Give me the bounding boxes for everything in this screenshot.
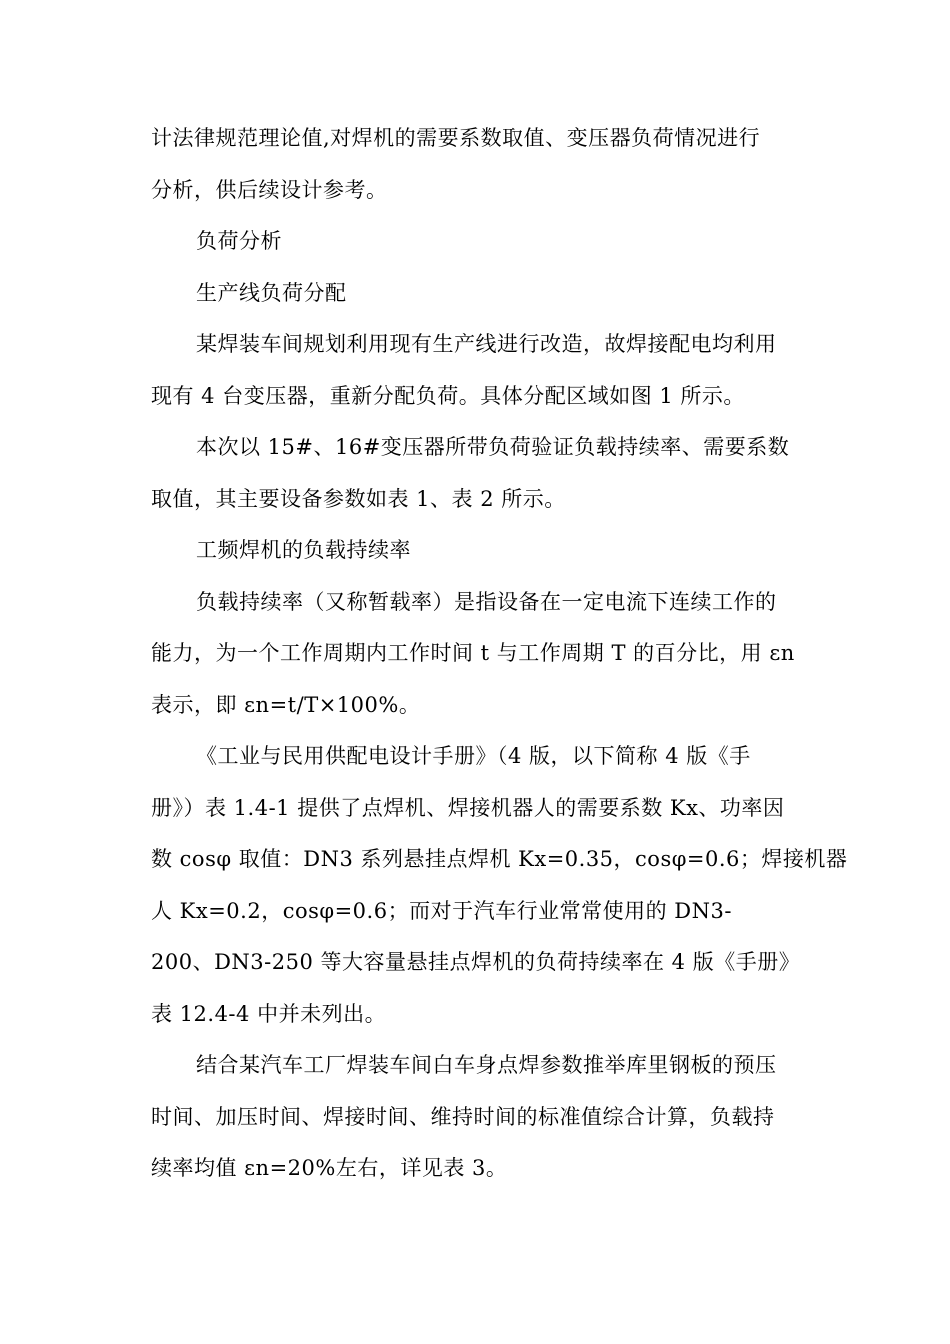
subsection-heading: 生产线负荷分配 [196, 281, 347, 305]
text-line: 结合某汽车工厂焊装车间白车身点焊参数推举库里钢板的预压 [196, 1053, 777, 1077]
text-line: 能力，为一个工作周期内工作时间 t 与工作周期 T 的百分比，用 εn [151, 641, 795, 665]
text-line: 《工业与民用供配电设计手册》（4 版，以下简称 4 版《手 [196, 744, 751, 768]
text-line: 数 cosφ 取值：DN3 系列悬挂点焊机 Kx=0.35，cosφ=0.6；焊接机器 [151, 847, 848, 871]
text-line: 分析，供后续设计参考。 [151, 178, 388, 202]
text-line: 200、DN3-250 等大容量悬挂点焊机的负荷持续率在 4 版《手册》 [151, 950, 801, 974]
text-line: 本次以 15#、16#变压器所带负荷验证负载持续率、需要系数 [196, 435, 790, 459]
text-line: 表 12.4-4 中并未列出。 [151, 1002, 387, 1026]
subsection-heading: 工频焊机的负载持续率 [196, 538, 411, 562]
text-line: 人 Kx=0.2，cosφ=0.6；而对于汽车行业常常使用的 DN3- [151, 899, 732, 923]
text-line: 续率均值 εn=20%左右，详见表 3。 [151, 1156, 508, 1180]
text-line: 某焊装车间规划利用现有生产线进行改造，故焊接配电均利用 [196, 332, 777, 356]
text-line: 取值，其主要设备参数如表 1、表 2 所示。 [151, 487, 566, 511]
text-line: 负载持续率（又称暂载率）是指设备在一定电流下连续工作的 [196, 590, 777, 614]
text-line: 册》）表 1.4-1 提供了点焊机、焊接机器人的需要系数 Kx、功率因 [151, 796, 785, 820]
text-line: 表示，即 εn=t/T×100%。 [151, 693, 421, 717]
text-line: 计法律规范理论值,对焊机的需要系数取值、变压器负荷情况进行 [151, 126, 761, 150]
text-line: 时间、加压时间、焊接时间、维持时间的标准值综合计算，负载持 [151, 1105, 775, 1129]
section-heading: 负荷分析 [196, 229, 282, 253]
text-line: 现有 4 台变压器，重新分配负荷。具体分配区域如图 1 所示。 [151, 384, 745, 408]
